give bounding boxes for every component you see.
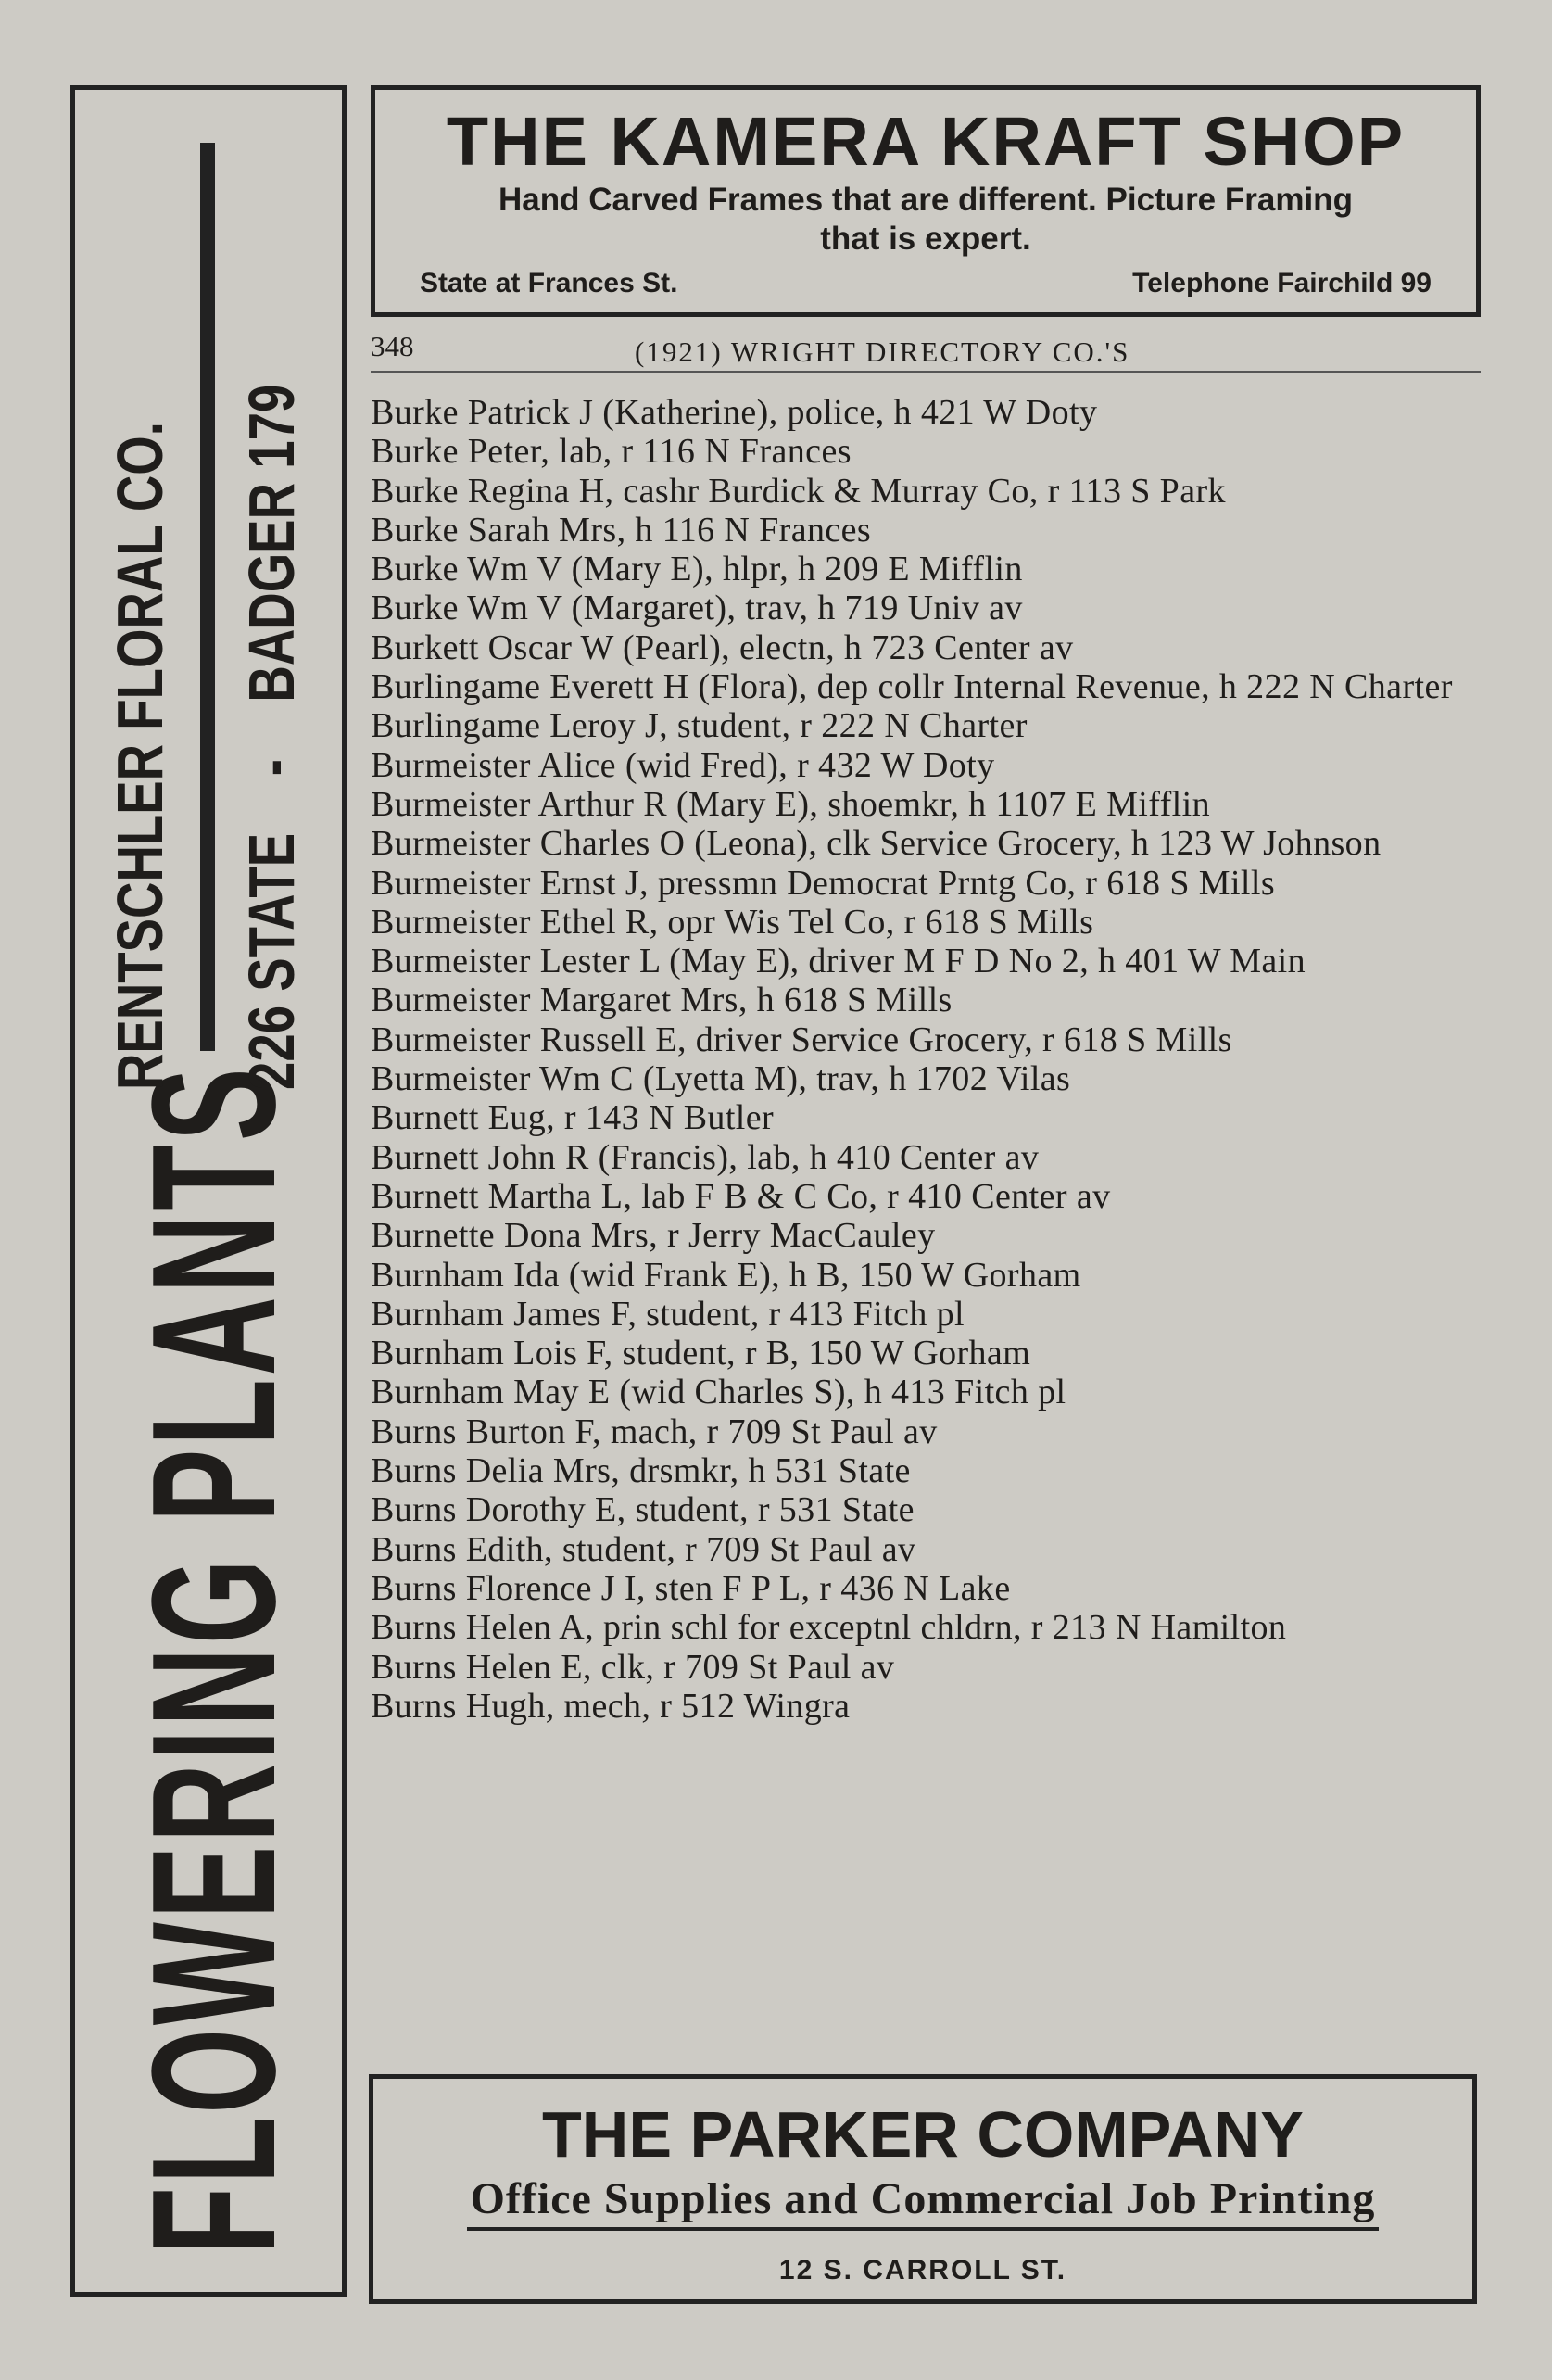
top-ad-footer	[420, 268, 1432, 299]
top-ad-tagline-2: that is expert.	[820, 221, 1031, 257]
directory-entry: Burke Wm V (Mary E), hlpr, h 209 E Mifflin	[371, 550, 1023, 589]
directory-entry: Burns Delia Mrs, drsmkr, h 531 State	[371, 1451, 911, 1491]
directory-entry: Burns Edith, student, r 709 St Paul av	[371, 1529, 916, 1569]
side-advertisement-content	[82, 96, 335, 2285]
directory-entry: Burke Sarah Mrs, h 116 N Frances	[371, 510, 872, 550]
directory-entry: Burnett Eug, r 143 N Butler	[371, 1098, 775, 1138]
side-ad-phone: BADGER 179	[235, 384, 308, 703]
directory-entry: Burke Regina H, cashr Burdick & Murray Co, r 113 S Park	[371, 471, 1226, 511]
directory-entry: Burmeister Russell E, driver Service Grocery, r 618 S Mills	[371, 1019, 1232, 1059]
side-ad-headline: FLOWERING PLANTS	[116, 1064, 312, 2254]
top-ad-tagline-1: Hand Carved Frames that are different. Picture Framing	[498, 182, 1353, 218]
directory-entry: Burns Helen A, prin schl for exceptnl chldrn, r 213 N Hamilton	[371, 1608, 1287, 1648]
page-number: 348	[371, 330, 414, 362]
directory-entry: Burke Wm V (Margaret), trav, h 719 Univ av	[371, 589, 1023, 628]
top-ad-location: State at Frances St.	[420, 268, 678, 298]
bottom-advertisement	[369, 2074, 1477, 2304]
directory-entry: Burmeister Ernst J, pressmn Democrat Prntg Co, r 618 S Mills	[371, 863, 1276, 903]
bottom-ad-title: THE PARKER COMPANY	[542, 2098, 1304, 2171]
directory-entry: Burnham Lois F, student, r B, 150 W Gorham	[371, 1334, 1031, 1374]
directory-entry: Burke Patrick J (Katherine), police, h 421 W Doty	[371, 393, 1098, 432]
directory-entry: Burmeister Charles O (Leona), clk Service Grocery, h 123 W Johnson	[371, 824, 1382, 864]
side-ad-address: 226 STATE	[235, 832, 308, 1090]
directory-entry: Burnham Ida (wid Frank E), h B, 150 W Gorham	[371, 1255, 1081, 1295]
directory-entry: Burlingame Everett H (Flora), dep collr Internal Revenue, h 222 N Charter	[371, 667, 1453, 707]
directory-entry: Burnette Dona Mrs, r Jerry MacCauley	[371, 1216, 936, 1256]
directory-entry: Burns Dorothy E, student, r 531 State	[371, 1490, 915, 1530]
side-ad-separator: -	[235, 759, 308, 777]
directory-entry: Burmeister Alice (wid Fred), r 432 W Doty	[371, 745, 995, 785]
page-title: (1921) WRIGHT DIRECTORY CO.'S	[635, 335, 1130, 368]
directory-listing	[371, 393, 1481, 1726]
directory-entry: Burns Burton F, mach, r 709 St Paul av	[371, 1412, 938, 1451]
top-advertisement	[371, 85, 1481, 317]
directory-entry: Burkett Oscar W (Pearl), electn, h 723 Center av	[371, 627, 1074, 667]
directory-entry: Burns Hugh, mech, r 512 Wingra	[371, 1686, 851, 1726]
directory-entry: Burnett Martha L, lab F B & C Co, r 410 Center av	[371, 1176, 1111, 1216]
side-advertisement	[70, 85, 347, 2297]
side-ad-company: RENTSCHLER FLORAL CO.	[104, 422, 176, 1090]
directory-entry: Burnham May E (wid Charles S), h 413 Fitch pl	[371, 1373, 1066, 1412]
directory-entry: Burnham James F, student, r 413 Fitch pl	[371, 1294, 965, 1334]
top-ad-phone: Telephone Fairchild 99	[1132, 268, 1432, 298]
directory-entry: Burns Helen E, clk, r 709 St Paul av	[371, 1647, 895, 1687]
directory-entry: Burlingame Leroy J, student, r 222 N Charter	[371, 706, 1028, 746]
directory-entry: Burmeister Ethel R, opr Wis Tel Co, r 618 S Mills	[371, 902, 1094, 942]
directory-entry: Burmeister Margaret Mrs, h 618 S Mills	[371, 981, 953, 1020]
side-ad-address-line	[221, 295, 322, 1090]
bottom-ad-subtitle: Office Supplies and Commercial Job Printing	[467, 2171, 1380, 2231]
top-ad-title: THE KAMERA KRAFT SHOP	[446, 103, 1406, 180]
page-header	[371, 326, 1481, 373]
bottom-ad-address: 12 S. CARROLL ST.	[778, 2255, 1067, 2285]
directory-entry: Burnett John R (Francis), lab, h 410 Center av	[371, 1137, 1040, 1177]
directory-entry: Burke Peter, lab, r 116 N Frances	[371, 432, 852, 472]
directory-entry: Burmeister Lester L (May E), driver M F D No 2, h 401 W Main	[371, 942, 1306, 981]
directory-entry: Burmeister Arthur R (Mary E), shoemkr, h 1107 E Mifflin	[371, 784, 1210, 824]
side-ad-rule	[200, 143, 215, 1051]
directory-entry: Burns Florence J I, sten F P L, r 436 N Lake	[371, 1568, 1011, 1608]
directory-entry: Burmeister Wm C (Lyetta M), trav, h 1702 Vilas	[371, 1059, 1071, 1099]
